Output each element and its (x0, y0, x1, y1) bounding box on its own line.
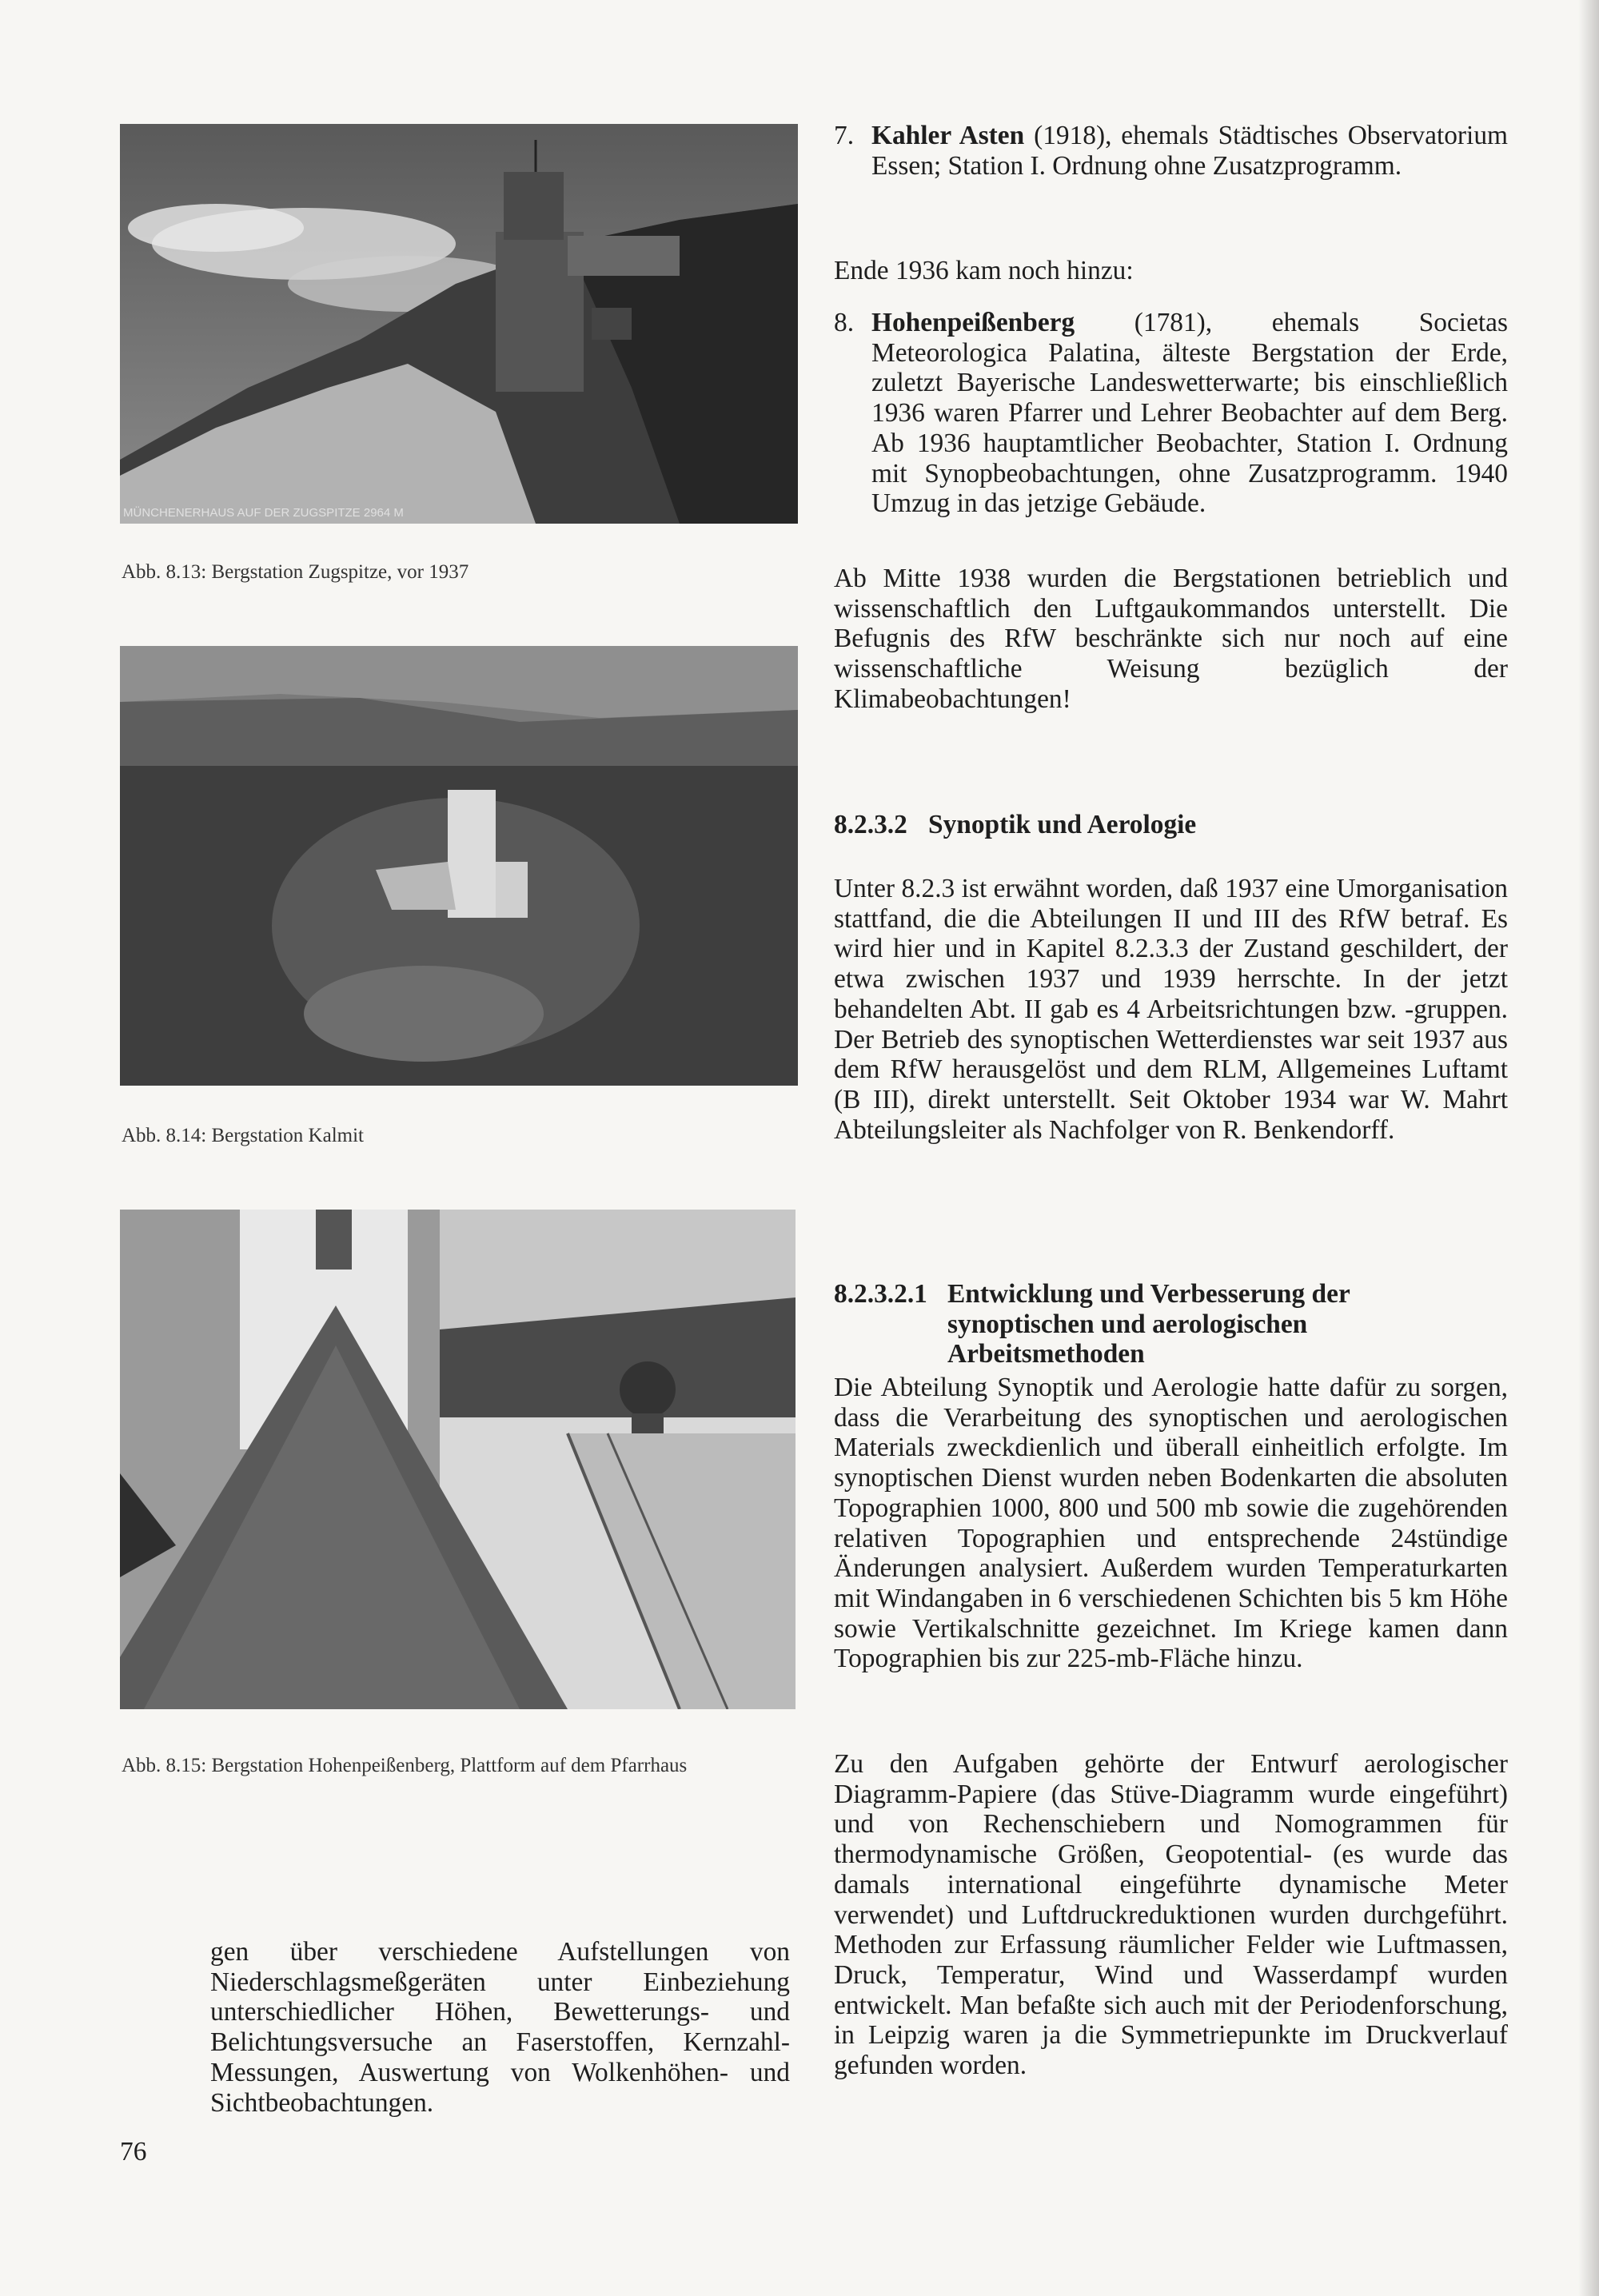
left-column-paragraph: gen über verschiedene Aufstellungen von Niederschlagsmeßgeräten unter Einbeziehung unterschiedlicher Höhen, Bewetterungs- und Belichtungsversuche an Faserstoffen, Kernzahl-Messungen, Auswertung von Wolkenhöhen- und Sichtbeobachtungen. (210, 1937, 790, 2118)
station-name: Hohenpeißenberg (871, 308, 1075, 337)
figure-caption: Abb. 8.13: Bergstation Zugspitze, vor 1937 (122, 561, 469, 583)
intro-line: Ende 1936 kam noch hinzu: (834, 256, 1134, 285)
section-heading-8-2-3-2-1 (834, 1279, 1508, 1369)
list-number: 7. (834, 121, 855, 150)
station-description: (1781), ehemals Societas Meteorologica Palatina, älteste Bergstation der Erde, zuletzt Bayerische Landeswetterwarte; bis einschließlich 1936 waren Pfarrer und Lehrer Beobachter auf dem Berg. Ab 1936 hauptamtlicher Beobachter, Station I. Ordnung mit Synopbeobachtungen, ohne Zusatzprogramm. 1940 Umzug in das jetzige Gebäude. (871, 308, 1508, 519)
station-name: Kahler Asten (871, 121, 1025, 150)
section-title: Entwicklung und Verbesserung der synoptischen und aerologischen Arbeitsmethoden (947, 1279, 1350, 1369)
figure-caption: Abb. 8.15: Bergstation Hohenpeißenberg, Plattform auf dem Pfarrhaus (122, 1755, 688, 1776)
photo-overlay-text: MÜNCHENERHAUS AUF DER ZUGSPITZE 2964 M (123, 506, 404, 520)
station-description: (1918), ehemals Städtisches Observatorium Essen; Station I. Ordnung ohne Zusatzprogramm. (871, 121, 1508, 181)
page-edge-shadow (1578, 0, 1599, 2296)
paragraph-arbeitsmethoden-2: Zu den Aufgaben gehörte der Entwurf aerologischer Diagramm-Papiere (das Stüve-Diagramm wurde eingeführt) und von Rechenschiebern und Nomogrammen für thermodynamische Größen, Geopotential- (es wurde das damals international eingeführte dynamische Meter verwendet) und Luftdruckreduktionen wurden durchgeführt. Methoden zur Erfassung räumlicher Felder wie Luftmassen, Druck, Temperatur, Wind und Wasserdampf wurden entwickelt. Man befaßte sich auch mit der Periodenforschung, in Leipzig waren ja die Symmetriepunkte im Druckverlauf gefunden worden. (834, 1749, 1508, 2081)
photo-kalmit (120, 646, 798, 1086)
page-number: 76 (120, 2137, 147, 2166)
paragraph-arbeitsmethoden-1: Die Abteilung Synoptik und Aerologie hatte dafür zu sorgen, dass die Verarbeitung des synoptischen und aerologischen Materials zweckdienlich und überall einheitlich erfolgte. Im synoptischen Dienst wurden neben Bodenkarten die absoluten Topographien 1000, 800 und 500 mb sowie die zugehörenden relativen Topographien und entsprechende 24stündige Änderungen analysiert. Außerdem wurden Temperaturkarten mit Windangaben in 6 verschiedenen Schichten bis 5 km Höhe sowie Vertikalschnitte gezeichnet. Im Kriege kamen dann Topographien bis zur 225-mb-Fläche hinzu. (834, 1373, 1508, 1674)
paragraph-synoptik: Unter 8.2.3 ist erwähnt worden, daß 1937 eine Umorganisation stattfand, die die Abteilungen II und III des RfW betraf. Es wird hier und in Kapitel 8.2.3.3 der Zustand geschildert, der etwa zwischen 1937 und 1939 herrschte. In der jetzt behandelten Abt. II gab es 4 Arbeitsrichtungen bzw. -gruppen. Der Betrieb des synoptischen Wetterdienstes war seit 1937 aus dem RfW herausgelöst und dem RLM, Allgemeines Luftamt (B III), direkt unterstellt. Seit Oktober 1934 war W. Mahrt Abteilungsleiter als Nachfolger von R. Benkendorff. (834, 874, 1508, 1145)
station-list-item-8 (834, 308, 1508, 519)
section-heading-8-2-3-2 (834, 810, 1508, 840)
paragraph-1938: Ab Mitte 1938 wurden die Bergstationen betrieblich und wissenschaftlich den Luftgaukommandos unterstellt. Die Befugnis des RfW beschränkte sich nur noch auf eine wissenschaftliche Weisung bezüglich der Klimabeobachtungen! (834, 564, 1508, 714)
section-number: 8.2.3.2.1 (834, 1279, 927, 1309)
photo-zugspitze (120, 124, 798, 524)
station-list-item-7 (834, 121, 1508, 181)
list-number: 8. (834, 308, 855, 337)
section-title: Synoptik und Aerologie (928, 810, 1197, 839)
section-number: 8.2.3.2 (834, 810, 907, 839)
figure-caption: Abb. 8.14: Bergstation Kalmit (122, 1125, 364, 1146)
photo-hohenpeissenberg (120, 1210, 796, 1709)
